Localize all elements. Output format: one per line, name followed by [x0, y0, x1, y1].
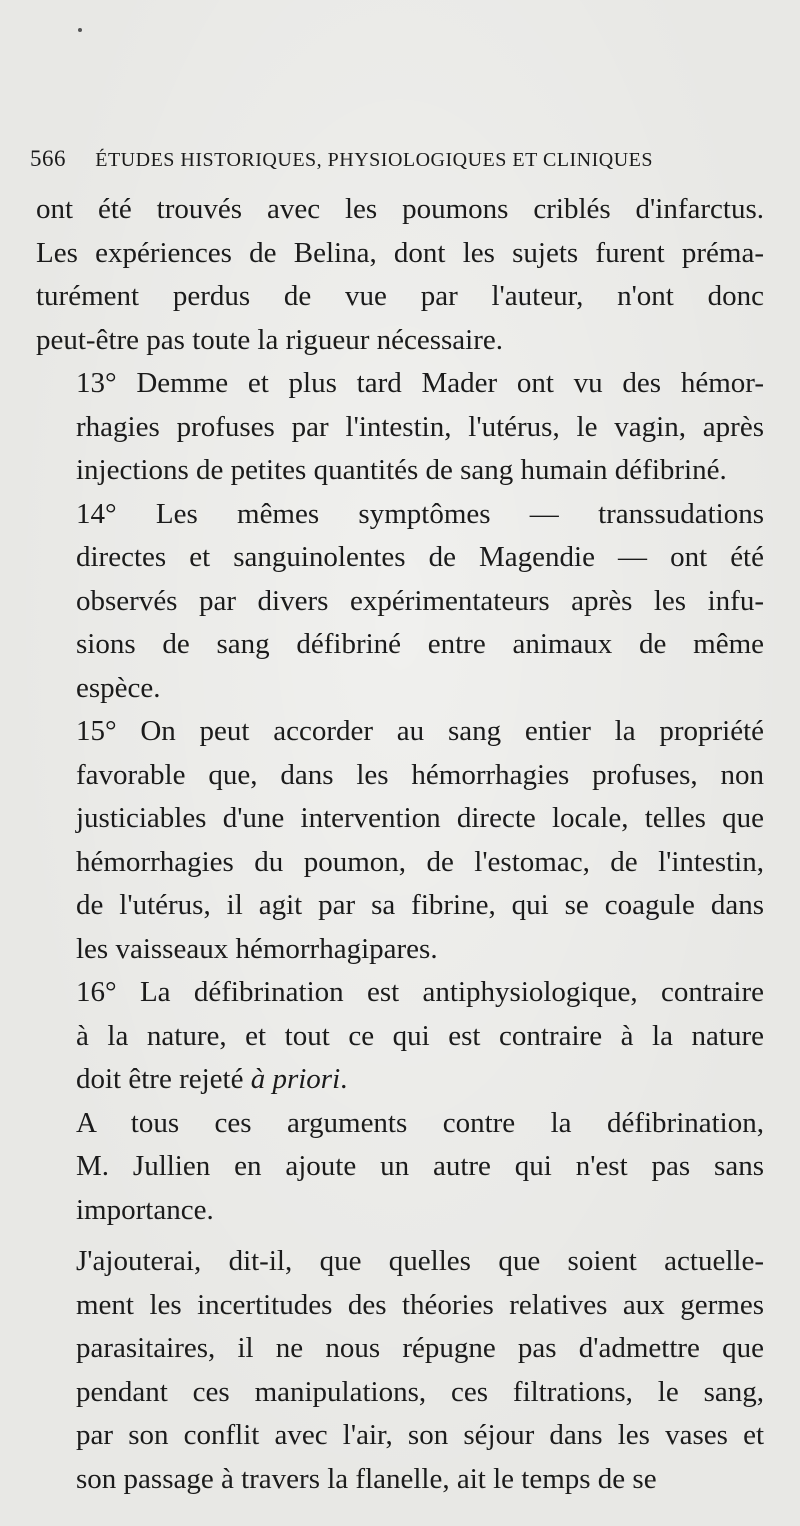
italic-phrase: à priori [250, 1063, 341, 1095]
paragraph [36, 188, 764, 362]
text-line: directes et sanguinolentes de Magendie — ont été [76, 541, 764, 573]
paragraph [36, 971, 764, 1102]
text-line: injections de petites quantités de sang humain défibriné. [76, 454, 727, 486]
text-line: M. Jullien en ajoute un autre qui n'est pas sans [76, 1150, 764, 1182]
text-line: sions de sang défibriné entre animaux de même [76, 628, 764, 660]
text-line: observés par divers expérimentateurs après les infu- [76, 584, 764, 617]
text-line: turément perdus de vue par l'auteur, n'ont donc [36, 280, 764, 312]
paragraph [36, 362, 764, 493]
text-line: A tous ces arguments contre la défibrination, [76, 1106, 764, 1139]
page-number: 566 [30, 146, 66, 171]
running-title: ÉTUDES HISTORIQUES, PHYSIOLOGIQUES ET CLINIQUES [95, 149, 654, 171]
text-line: parasitaires, il ne nous répugne pas d'admettre que [76, 1332, 764, 1364]
paragraph [36, 493, 764, 711]
paragraph [36, 1102, 764, 1233]
body-text [36, 188, 764, 1501]
text-line: son passage à travers la flanelle, ait le temps de se [76, 1462, 657, 1495]
text-line: hémorrhagies du poumon, de l'estomac, de l'intestin, [76, 845, 764, 878]
text-line: espèce. [76, 671, 161, 704]
text-line: de l'utérus, il agit par sa fibrine, qui se coagule dans [76, 889, 764, 921]
text-line: 15° On peut accorder au sang entier la propriété [76, 715, 764, 747]
text-line: favorable que, dans les hémorrhagies profuses, non [76, 758, 764, 791]
paragraph [36, 710, 764, 971]
text-line: 13° Demme et plus tard Mader ont vu des hémor- [76, 367, 764, 399]
text-line: Les expériences de Belina, dont les sujets furent préma- [36, 236, 764, 269]
text-line: 16° La défibrination est antiphysiologique, contraire [76, 976, 764, 1008]
text-line: rhagies profuses par l'intestin, l'utérus, le vagin, après [76, 410, 764, 443]
ink-speck [78, 28, 82, 32]
running-header [30, 146, 770, 172]
text-line: doit être rejeté à priori. [76, 1063, 348, 1095]
text-line: J'ajouterai, dit-il, que quelles que soient actuelle- [76, 1245, 764, 1277]
text-line: justiciables d'une intervention directe locale, telles que [76, 802, 764, 834]
text-line: peut-être pas toute la rigueur nécessaire. [36, 323, 504, 356]
text-line: importance. [76, 1193, 214, 1226]
text-line: 14° Les mêmes symptômes — transsudations [76, 497, 764, 530]
text-line: par son conflit avec l'air, son séjour dans les vases et [76, 1419, 764, 1451]
text-line: à la nature, et tout ce qui est contraire à la nature [76, 1019, 764, 1052]
text-line: ment les incertitudes des théories relatives aux germes [76, 1288, 764, 1321]
text-line: les vaisseaux hémorrhagipares. [76, 932, 438, 965]
text-line: pendant ces manipulations, ces filtrations, le sang, [76, 1375, 764, 1408]
paragraph [36, 1240, 764, 1501]
text-line: ont été trouvés avec les poumons criblés d'infarctus. [36, 193, 764, 225]
